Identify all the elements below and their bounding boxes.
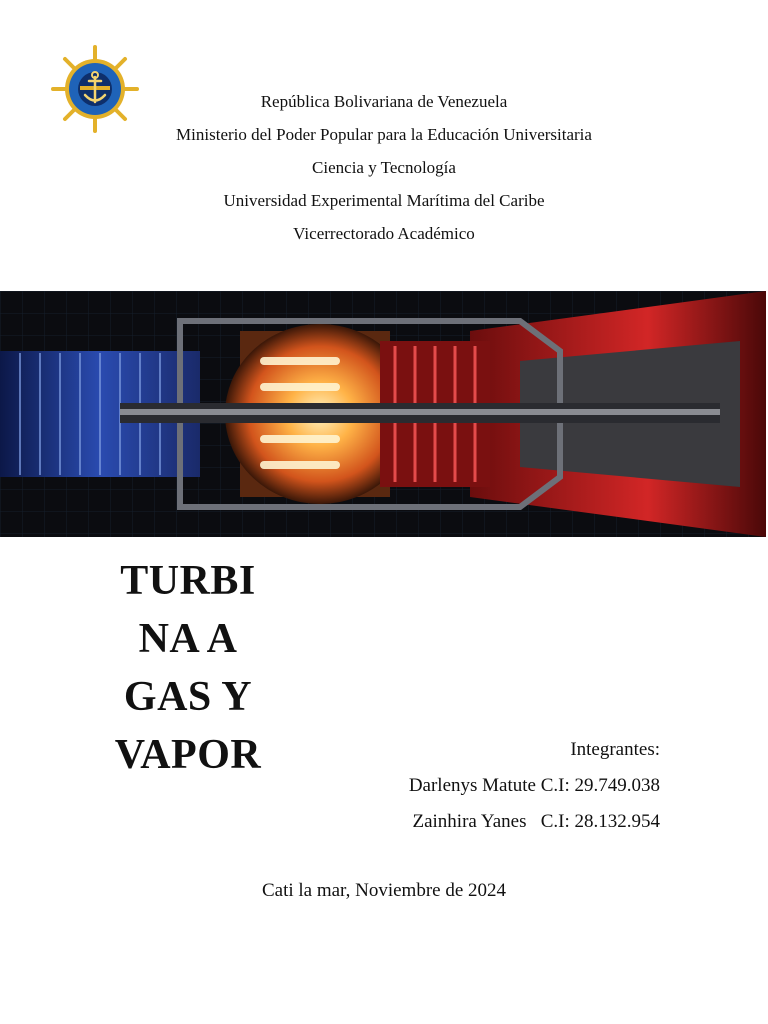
members-block (409, 736, 660, 844)
place-date: Cati la mar, Noviembre de 2024 (261, 880, 507, 901)
members-heading: Integrantes: (570, 739, 660, 760)
title-line: VAPOR (114, 732, 262, 778)
title-line: GAS Y (123, 674, 253, 720)
turbine-banner-image (0, 291, 766, 537)
header-line-vicerrectorado: Vicerrectorado Académico (293, 224, 475, 243)
title-line: NA A (138, 616, 238, 662)
header-line-science: Ciencia y Tecnología (312, 158, 456, 177)
header-line-ministry: Ministerio del Poder Popular para la Educación Universitaria (176, 125, 592, 144)
member-row: Zainhira Yanes C.I: 28.132.954 (412, 811, 660, 832)
turbine-cutaway-image (0, 291, 766, 537)
institution-header (0, 88, 768, 253)
member-row: Darlenys Matute C.I: 29.749.038 (408, 775, 660, 796)
document-title (88, 552, 288, 784)
title-line: TURBI (120, 558, 256, 604)
header-line-university: Universidad Experimental Marítima del Caribe (223, 191, 545, 210)
header-line-republic: República Bolivariana de Venezuela (260, 92, 508, 111)
